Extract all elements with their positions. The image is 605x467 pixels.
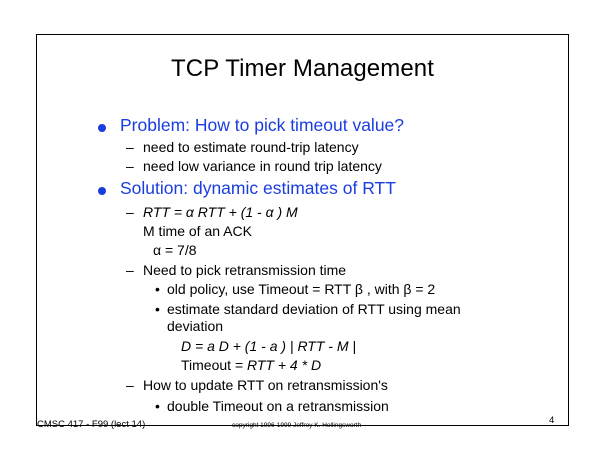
m-definition: M time of an ACK: [143, 223, 252, 239]
sub-sub-dot: •: [155, 398, 160, 414]
estimate-deviation-line1: estimate standard deviation of RTT using mean: [167, 301, 461, 317]
timeout-formula: RTT + 4 * D: [247, 357, 322, 373]
copyright-text: copyright 1996-1999 Jeffrey K. Hollingsworth: [232, 422, 362, 429]
sub-item-estimate-latency: need to estimate round-trip latency: [143, 139, 359, 155]
estimate-deviation-line2: deviation: [167, 318, 224, 334]
timeout-line: [181, 357, 321, 373]
old-policy-item: old policy, use Timeout = RTT β , with β = 2: [167, 281, 436, 297]
sub-dash: –: [126, 377, 134, 393]
slide-title: TCP Timer Management: [171, 55, 434, 82]
sub-item-low-variance: need low variance in round trip latency: [143, 158, 382, 174]
timeout-prefix: Timeout =: [181, 357, 248, 373]
sub-sub-dot: •: [155, 301, 160, 317]
d-formula: D = a D + (1 - a ) | RTT - M |: [181, 338, 357, 354]
sub-sub-dot: •: [155, 281, 160, 297]
double-timeout-item: double Timeout on a retransmission: [167, 398, 389, 414]
bullet-dot-icon: [98, 124, 106, 132]
sub-dash: –: [126, 204, 134, 220]
solution-bullet: Solution: dynamic estimates of RTT: [120, 178, 396, 198]
rtt-formula: RTT = α RTT + (1 - α ) M: [143, 204, 298, 220]
problem-bullet: Problem: How to pick timeout value?: [120, 115, 405, 135]
bullet-dot-icon: [98, 187, 106, 195]
retransmission-heading: Need to pick retransmission time: [143, 262, 347, 278]
course-label: CMSC 417 - F99 (lect 14): [37, 419, 146, 430]
sub-dash: –: [126, 262, 134, 278]
sub-dash: –: [126, 158, 134, 174]
alpha-definition: α = 7/8: [153, 242, 197, 258]
page-number: 4: [549, 415, 555, 426]
sub-dash: –: [126, 139, 134, 155]
update-rtt-heading: How to update RTT on retransmission's: [143, 377, 388, 393]
